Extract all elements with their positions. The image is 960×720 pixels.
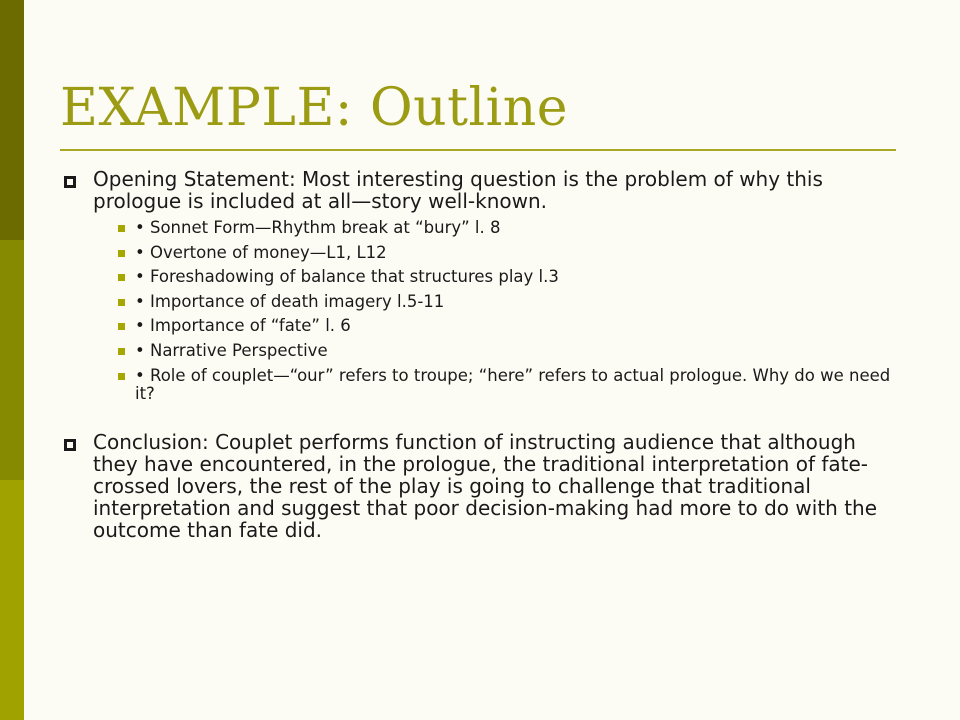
square-bullet-icon bbox=[118, 225, 125, 232]
sub-bullet-item: • Foreshadowing of balance that structures play l.3 bbox=[60, 268, 900, 286]
square-bullet-icon bbox=[118, 323, 125, 330]
bullet-text: Opening Statement: Most interesting question is the problem of why this prologue is included at all—story well-known. bbox=[93, 167, 823, 213]
bullet-opening-statement bbox=[60, 168, 900, 212]
sub-bullet-item: • Importance of “fate” l. 6 bbox=[60, 317, 900, 335]
sidebar-accent-bar bbox=[0, 0, 24, 720]
square-bullet-icon bbox=[118, 373, 125, 380]
sub-bullet-item: • Overtone of money—L1, L12 bbox=[60, 244, 900, 262]
slide-title: EXAMPLE: Outline bbox=[60, 78, 568, 138]
sub-bullet-item: • Importance of death imagery l.5-11 bbox=[60, 293, 900, 311]
sidebar-segment-bottom bbox=[0, 480, 24, 720]
sub-bullet-item: • Narrative Perspective bbox=[60, 342, 900, 360]
sidebar-segment-top bbox=[0, 0, 24, 240]
hollow-square-bullet-icon bbox=[64, 176, 76, 188]
bullet-conclusion bbox=[60, 431, 900, 541]
sub-bullet-list bbox=[60, 219, 900, 403]
title-divider bbox=[60, 149, 896, 151]
slide-body bbox=[60, 168, 900, 541]
square-bullet-icon bbox=[118, 348, 125, 355]
square-bullet-icon bbox=[118, 250, 125, 257]
sub-bullet-item: • Role of couplet—“our” refers to troupe; “here” refers to actual prologue. Why do we need it? bbox=[60, 367, 900, 403]
spacer bbox=[60, 409, 900, 431]
hollow-square-bullet-icon bbox=[64, 439, 76, 451]
bullet-text: Conclusion: Couplet performs function of instructing audience that although they have encountered, in the prologue, the traditional interpretation of fate-crossed lovers, the rest of the play is going to challenge that traditional interpretation and suggest that poor decision-making had more to do with the outcome than fate did. bbox=[93, 430, 878, 543]
square-bullet-icon bbox=[118, 299, 125, 306]
sidebar-segment-middle bbox=[0, 240, 24, 480]
square-bullet-icon bbox=[118, 274, 125, 281]
sub-bullet-item: • Sonnet Form—Rhythm break at “bury” l. 8 bbox=[60, 219, 900, 237]
